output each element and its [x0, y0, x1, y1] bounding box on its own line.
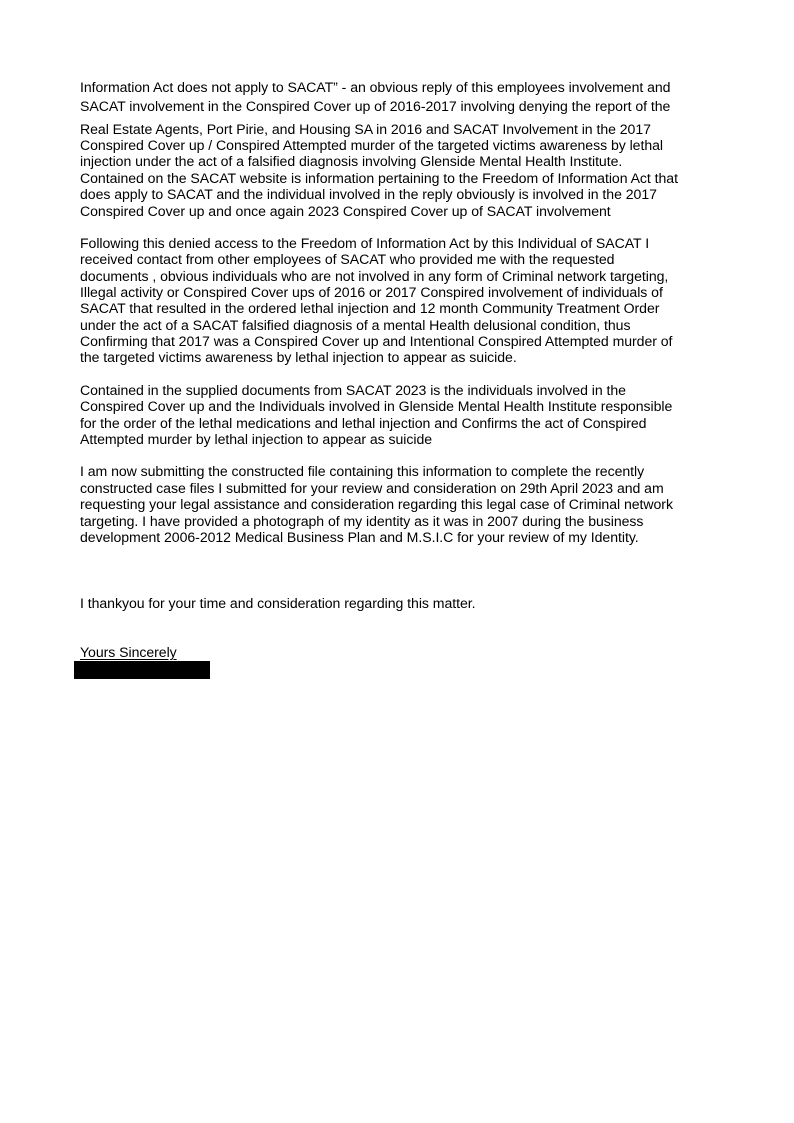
paragraph-4-line-1: I am now submitting the constructed file containing this information to complete the recently — [80, 463, 645, 479]
paragraph-2-line-5: SACAT that resulted in the ordered lethal injection and 12 month Community Treatment Order — [80, 300, 660, 316]
paragraph-2-line-4: Illegal activity or Conspired Cover ups of 2016 or 2017 Conspired involvement of individuals of — [80, 284, 663, 300]
paragraph-2-line-2: received contact from other employees of SACAT who provided me with the requested — [80, 251, 615, 267]
paragraph-2-line-8: the targeted victims awareness by lethal injection to appear as suicide. — [80, 349, 517, 365]
thanks-line: I thankyou for your time and consideration regarding this matter. — [80, 595, 476, 611]
paragraph-4-line-5: development 2006-2012 Medical Business Plan and M.S.I.C for your review of my Identity. — [80, 529, 639, 545]
paragraph-4-line-2: constructed case files I submitted for your review and consideration on 29th April 2023 and am — [80, 480, 664, 496]
paragraph-1-line-3: Real Estate Agents, Port Pirie, and Housing SA in 2016 and SACAT Involvement in the 2017 — [80, 121, 651, 137]
paragraph-3-line-1: Contained in the supplied documents from SACAT 2023 is the individuals involved in the — [80, 382, 626, 398]
paragraph-1-line-5: injection under the act of a falsified diagnosis involving Glenside Mental Health Institute. — [80, 153, 623, 169]
paragraph-2-line-3: documents , obvious individuals who are not involved in any form of Criminal network targeting, — [80, 268, 669, 284]
paragraph-1-line-7: does apply to SACAT and the individual involved in the reply obviously is involved in the 2017 — [80, 186, 657, 202]
paragraph-4-line-3: requesting your legal assistance and consideration regarding this legal case of Criminal network — [80, 496, 673, 512]
paragraph-1-line-6: Contained on the SACAT website is information pertaining to the Freedom of Information Act that — [80, 170, 678, 186]
paragraph-1-line-2: SACAT involvement in the Conspired Cover up of 2016-2017 involving denying the report of the — [80, 98, 671, 114]
paragraph-1-line-4: Conspired Cover up / Conspired Attempted murder of the targeted victims awareness by lethal — [80, 137, 663, 153]
paragraph-2-line-7: Confirming that 2017 was a Conspired Cover up and Intentional Conspired Attempted murder of — [80, 333, 673, 349]
paragraph-2-line-1: Following this denied access to the Freedom of Information Act by this Individual of SACAT I — [80, 235, 650, 251]
paragraph-1-line-1: Information Act does not apply to SACAT” - an obvious reply of this employees involvement and — [80, 79, 671, 95]
closing-salutation: Yours Sincerely — [80, 644, 177, 660]
paragraph-3-line-2: Conspired Cover up and the Individuals involved in Glenside Mental Health Institute responsible — [80, 398, 673, 414]
paragraph-4-line-4: targeting. I have provided a photograph of my identity as it was in 2007 during the business — [80, 513, 644, 529]
redacted-signature-block — [74, 661, 210, 679]
paragraph-3-line-3: for the order of the lethal medications and lethal injection and Confirms the act of Conspired — [80, 415, 647, 431]
paragraph-2-line-6: under the act of a SACAT falsified diagnosis of a mental Health delusional condition, thus — [80, 317, 631, 333]
paragraph-1-line-8: Conspired Cover up and once again 2023 Conspired Cover up of SACAT involvement — [80, 203, 611, 219]
paragraph-3-line-4: Attempted murder by lethal injection to appear as suicide — [80, 431, 433, 447]
